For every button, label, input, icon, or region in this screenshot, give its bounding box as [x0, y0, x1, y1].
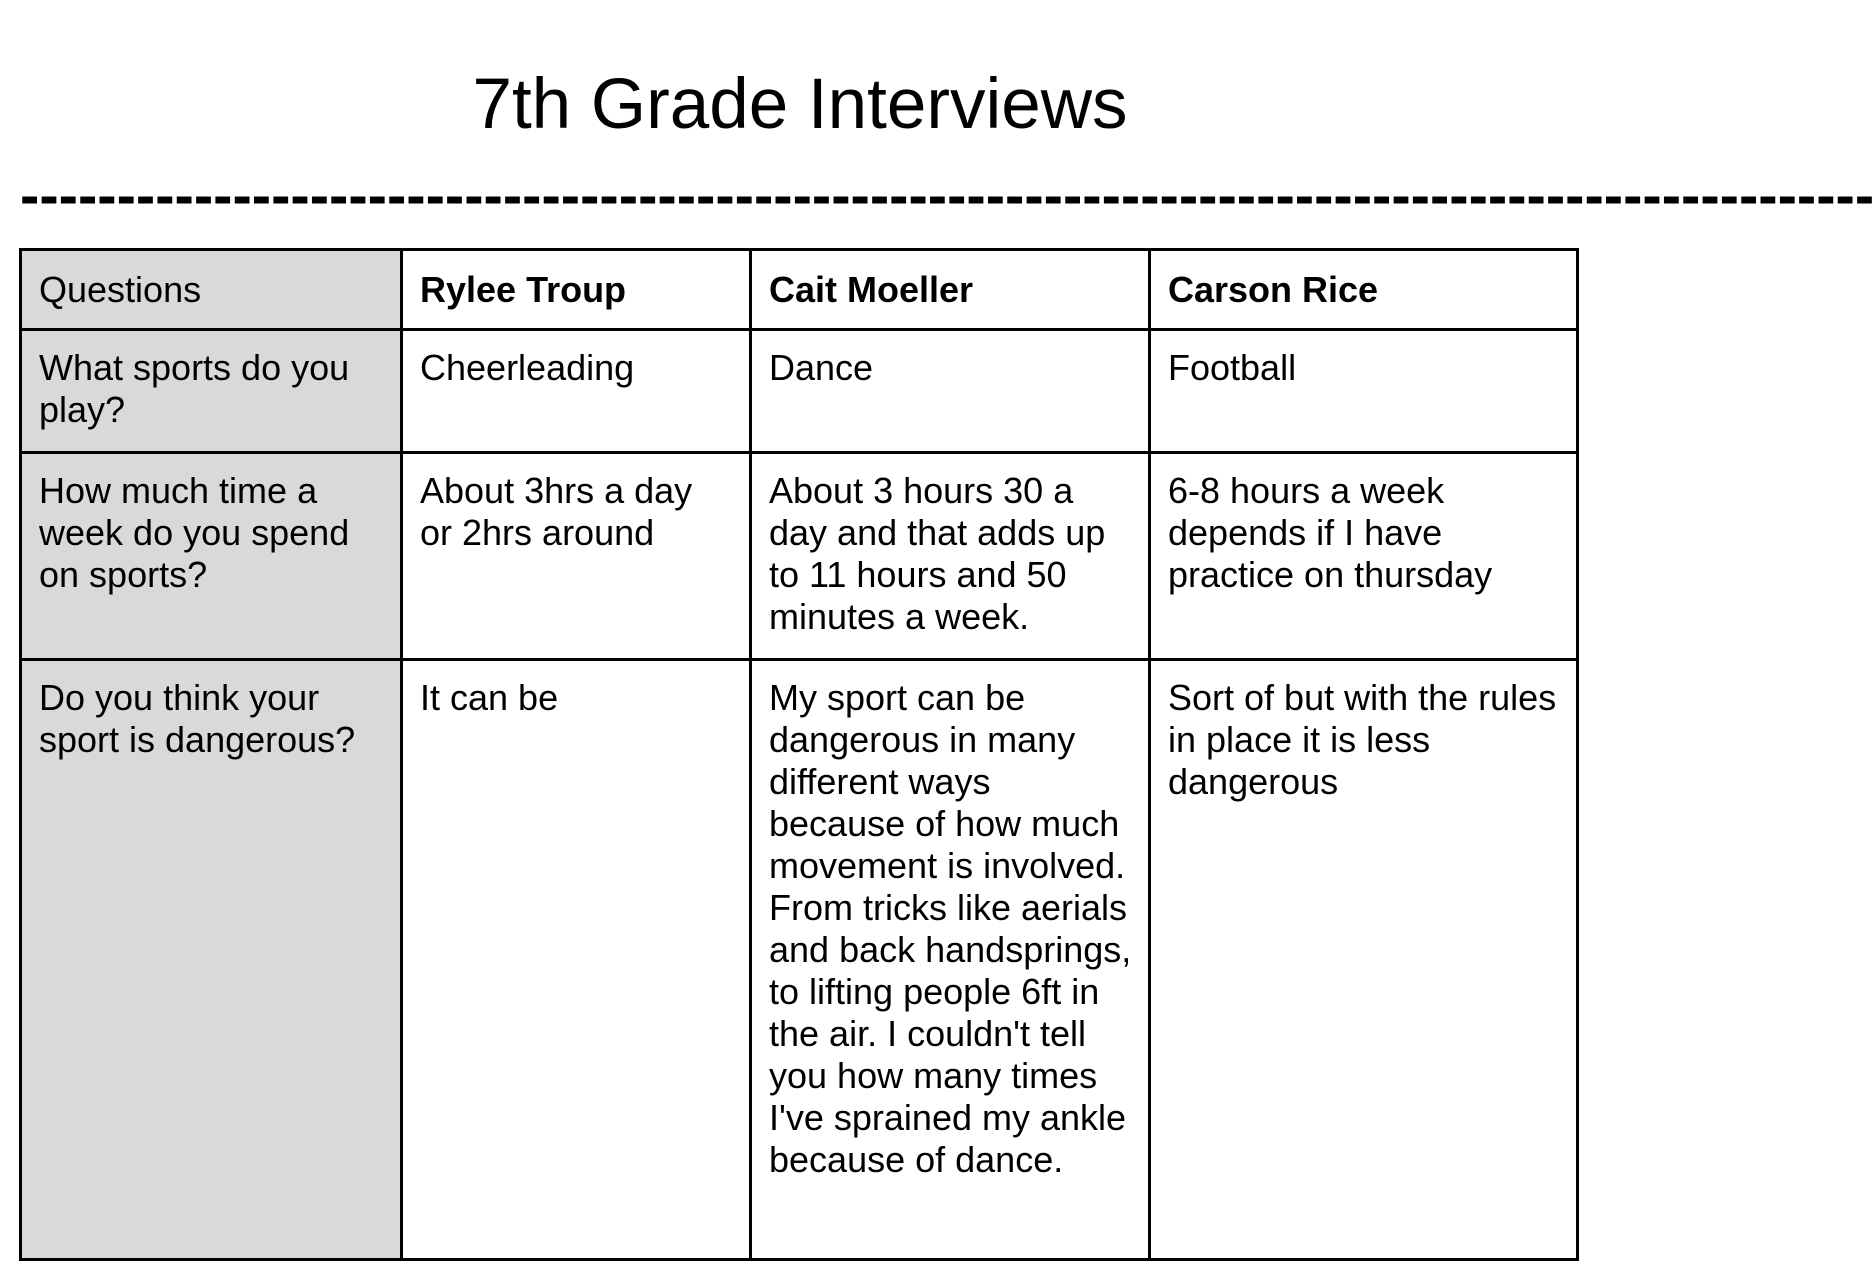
name-header-rylee-troup: Rylee Troup — [402, 250, 751, 330]
dashed-divider: ------------------------------------------------------------------------------------------------ — [20, 163, 1874, 228]
document-title: 7th Grade Interviews — [472, 65, 1128, 144]
answer-cell: Sort of but with the rules in place it is less dangerous — [1150, 660, 1578, 1260]
answer-cell: My sport can be dangerous in many different ways because of how much movement is involved. From tricks like aerials and back handsprings, to lifting people 6ft in the air. I couldn't tell you how many times I've sprained my ankle because of dance. — [751, 660, 1150, 1260]
table-row — [21, 453, 1578, 660]
question-cell: What sports do you play? — [21, 330, 402, 453]
question-cell: Do you think your sport is dangerous? — [21, 660, 402, 1260]
table-header-row — [21, 250, 1578, 330]
answer-cell: Football — [1150, 330, 1578, 453]
answer-cell: 6-8 hours a week depends if I have practice on thursday — [1150, 453, 1578, 660]
name-header-carson-rice: Carson Rice — [1150, 250, 1578, 330]
answer-cell: About 3 hours 30 a day and that adds up to 11 hours and 50 minutes a week. — [751, 453, 1150, 660]
question-cell: How much time a week do you spend on sports? — [21, 453, 402, 660]
questions-header-cell: Questions — [21, 250, 402, 330]
answer-cell: Cheerleading — [402, 330, 751, 453]
answer-cell: About 3hrs a day or 2hrs around — [402, 453, 751, 660]
table-row — [21, 660, 1578, 1260]
table-row — [21, 330, 1578, 453]
name-header-cait-moeller: Cait Moeller — [751, 250, 1150, 330]
answer-cell: Dance — [751, 330, 1150, 453]
answer-cell: It can be — [402, 660, 751, 1260]
interview-table — [19, 248, 1579, 1261]
